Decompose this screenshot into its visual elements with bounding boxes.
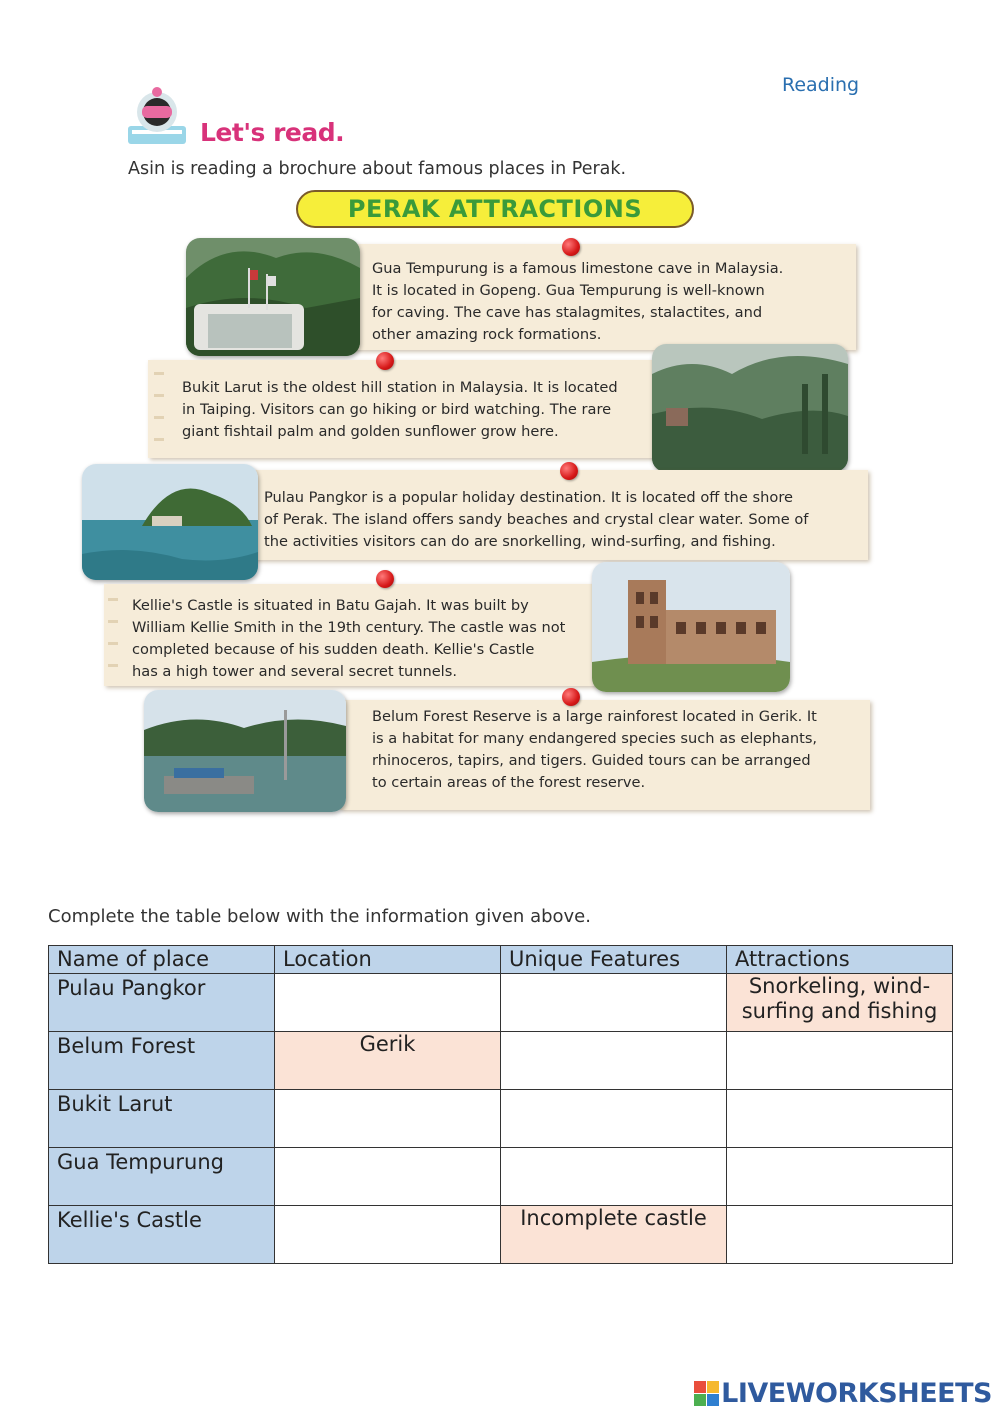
logo-grid-icon: [694, 1381, 719, 1406]
text-line: Belum Forest Reserve is a large rainforest located in Gerik. It: [372, 708, 817, 725]
kellies-castle-text: [132, 595, 565, 683]
place-name-cell: Pulau Pangkor: [49, 974, 275, 1032]
header-attractions: Attractions: [727, 946, 953, 974]
section-tag: Reading: [782, 74, 860, 96]
attractions-input-cell[interactable]: [727, 1206, 953, 1264]
edge-mark: [154, 372, 164, 375]
text-line: of Perak. The island offers sandy beaches and crystal clear water. Some of: [264, 511, 809, 528]
edge-mark: [108, 620, 118, 623]
pulau-pangkor-text: [264, 487, 808, 553]
bukit-larut-text: [182, 377, 618, 443]
edge-mark: [108, 664, 118, 667]
header-location: Location: [275, 946, 501, 974]
features-input-cell[interactable]: [501, 1148, 727, 1206]
attractions-answer-cell[interactable]: Snorkeling, wind-surfing and fishing: [727, 974, 953, 1032]
text-line: Pulau Pangkor is a popular holiday destination. It is located off the shore: [264, 489, 793, 506]
features-answer-cell[interactable]: Incomplete castle: [501, 1206, 727, 1264]
edge-mark: [108, 642, 118, 645]
features-input-cell[interactable]: [501, 1032, 727, 1090]
text-line: Kellie's Castle is situated in Batu Gajah. It was built by: [132, 597, 529, 614]
place-name-cell: Belum Forest: [49, 1032, 275, 1090]
text-line: to certain areas of the forest reserve.: [372, 774, 646, 791]
attractions-input-cell[interactable]: [727, 1148, 953, 1206]
text-line: for caving. The cave has stalagmites, stalactites, and: [372, 304, 763, 321]
pin-icon: [560, 462, 578, 480]
instructions: Complete the table below with the information given above.: [48, 906, 591, 927]
attractions-input-cell[interactable]: [727, 1090, 953, 1148]
header-unique-features: Unique Features: [501, 946, 727, 974]
text-line: completed because of his sudden death. Kellie's Castle: [132, 641, 535, 658]
kellies-castle-photo: [592, 562, 790, 692]
info-table: [48, 945, 953, 1264]
lets-read-heading: Let's read.: [200, 118, 345, 147]
table-row: [49, 1148, 953, 1206]
brochure-title: PERAK ATTRACTIONS: [296, 190, 694, 228]
text-line: giant fishtail palm and golden sunflower grow here.: [182, 423, 559, 440]
text-line: has a high tower and several secret tunnels.: [132, 663, 457, 680]
text-line: the activities visitors can do are snorkelling, wind-surfing, and fishing.: [264, 533, 776, 550]
edge-mark: [108, 598, 118, 601]
belum-forest-text: [372, 706, 817, 794]
liveworksheets-logo[interactable]: [694, 1378, 992, 1409]
pin-icon: [562, 238, 580, 256]
edge-mark: [154, 438, 164, 441]
place-name-cell: Kellie's Castle: [49, 1206, 275, 1264]
text-line: other amazing rock formations.: [372, 326, 602, 343]
reader-icon: [124, 86, 190, 148]
location-input-cell[interactable]: [275, 1148, 501, 1206]
text-line: It is located in Gopeng. Gua Tempurung is well-known: [372, 282, 765, 299]
text-line: Bukit Larut is the oldest hill station in Malaysia. It is located: [182, 379, 618, 396]
table-header-row: [49, 946, 953, 974]
features-input-cell[interactable]: [501, 974, 727, 1032]
pin-icon: [376, 570, 394, 588]
location-answer-cell[interactable]: Gerik: [275, 1032, 501, 1090]
table-row: [49, 1090, 953, 1148]
place-name-cell: Gua Tempurung: [49, 1148, 275, 1206]
table-row: [49, 974, 953, 1032]
attractions-input-cell[interactable]: [727, 1032, 953, 1090]
location-input-cell[interactable]: [275, 974, 501, 1032]
table-row: [49, 1206, 953, 1264]
gua-tempurung-photo: [186, 238, 360, 356]
gua-tempurung-text: [372, 258, 783, 346]
pin-icon: [562, 688, 580, 706]
text-line: in Taiping. Visitors can go hiking or bird watching. The rare: [182, 401, 612, 418]
table-row: [49, 1032, 953, 1090]
text-line: William Kellie Smith in the 19th century. The castle was not: [132, 619, 566, 636]
pulau-pangkor-photo: [82, 464, 258, 580]
text-line: Gua Tempurung is a famous limestone cave in Malaysia.: [372, 260, 784, 277]
pin-icon: [376, 352, 394, 370]
header-name-of-place: Name of place: [49, 946, 275, 974]
place-name-cell: Bukit Larut: [49, 1090, 275, 1148]
text-line: rhinoceros, tapirs, and tigers. Guided tours can be arranged: [372, 752, 811, 769]
belum-forest-photo: [144, 690, 346, 812]
edge-mark: [154, 394, 164, 397]
text-line: is a habitat for many endangered species such as elephants,: [372, 730, 818, 747]
edge-mark: [154, 416, 164, 419]
features-input-cell[interactable]: [501, 1090, 727, 1148]
bukit-larut-photo: [652, 344, 848, 472]
location-input-cell[interactable]: [275, 1206, 501, 1264]
intro-text: Asin is reading a brochure about famous places in Perak.: [128, 159, 627, 179]
location-input-cell[interactable]: [275, 1090, 501, 1148]
logo-text: LIVEWORKSHEETS: [721, 1378, 992, 1409]
